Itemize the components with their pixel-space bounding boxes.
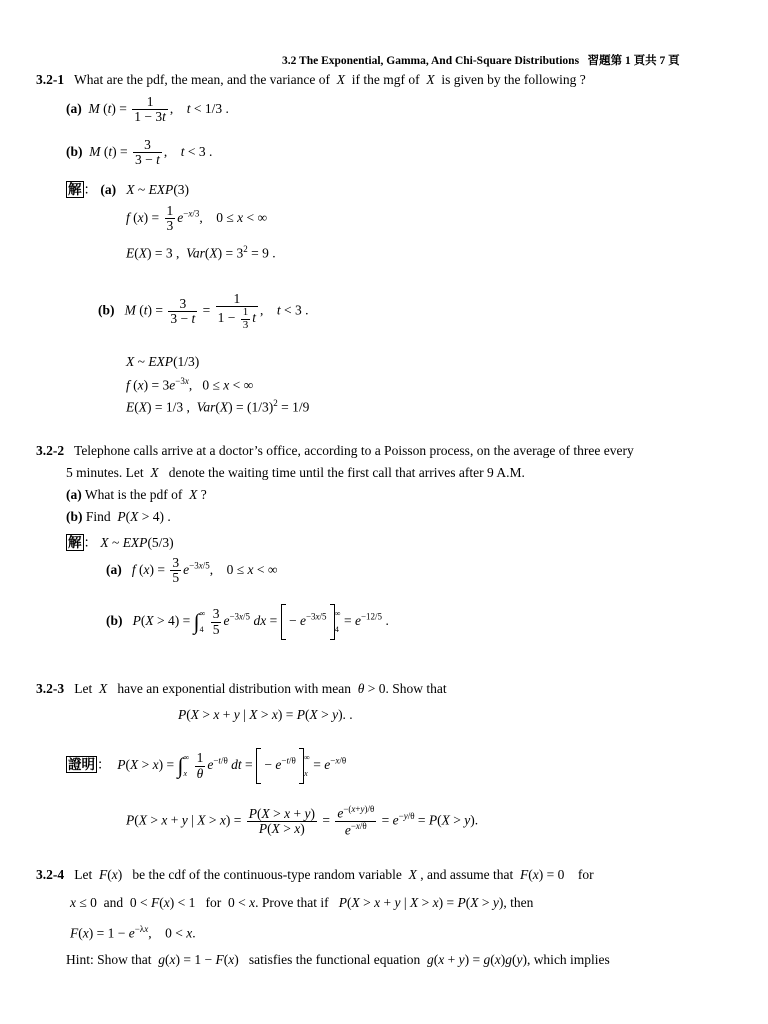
solution-3-2-1-a-head: 解 ： (a) X ~ EXP(3) [68, 182, 190, 197]
memoryless-statement: P(X > x + y | X > x) = P(X > y). . [178, 707, 353, 722]
header-title: 3.2 The Exponential, Gamma, And Chi-Square Distributions [282, 55, 580, 67]
problem-text: , and assume that [420, 867, 514, 882]
problem-number: 3.2-1 [36, 72, 65, 87]
hint-text: , which implies [526, 952, 610, 967]
part-label: (b) [98, 302, 115, 318]
prob-3-2-2: (b) P(X > 4) = ∫ ∞ 4 $\frac{3}{5}$ $e^{-3x/5}$ dx = − $e^{-3x/5}$ ∞ 4 = $e^{-12/5}$ . [106, 604, 389, 640]
question-text-2: if the mgf of [351, 72, 420, 87]
part-label: (b) [106, 613, 123, 629]
problem-text: and [103, 895, 124, 910]
mean-var-b: E(X) = 1/3 , $Var(X) = (1/3)^2 = 1/9$ [126, 398, 310, 415]
hint-text: Hint: Show that [66, 952, 152, 967]
problem-3-2-4-hint: Hint: Show that g(x) = 1 − F(x) satisfies the functional equation g(x + y) = g(x)g(y), which implies [66, 952, 610, 967]
problem-text: for [577, 867, 594, 882]
pdf-3-2-2: (a) f (x) = $\frac{3}{5}$ $e^{-3x/5}$, 0 ≤ x < ∞ [106, 555, 278, 586]
dist-b: X ~ EXP(1/3) [126, 354, 200, 369]
mean-var-a: E(X) = 3 , $Var(X) = 3^2 = 9$ . [126, 244, 276, 261]
question-b: (b) Find P(X > 4) . [66, 509, 171, 524]
hint-text: satisfies the functional equation [248, 952, 421, 967]
pdf-b: f $(x) = 3e^{-3x}$, 0 ≤ x < ∞ [126, 376, 254, 393]
mgf-a: (a) M (t) = $\frac{1}{1 - 3t}$ , t < 1/3 . [66, 94, 229, 125]
page-header [282, 52, 680, 68]
problem-text: have an exponential distribution with mean [117, 681, 351, 696]
problem-3-2-3-line1: 3.2-3 Let X have an exponential distribution with mean θ > 0. Show that [36, 681, 447, 696]
question-text-3: is given by the following ? [441, 72, 586, 87]
part-label: (b) [66, 143, 83, 159]
problem-3-2-4-line1: 3.2-4 Let F(x) be the cdf of the continuous-type random variable X , and assume that F(x) = 0 for [36, 867, 594, 882]
problem-text: Let [74, 867, 93, 882]
problem-3-2-1-statement [36, 72, 586, 88]
problem-text: denote the waiting time until the first call that arrives after 9 A.M. [168, 465, 525, 480]
mgf-b-rewrite: (b) M (t) = $\frac{3}{3 - t}$ = 1 1 − $\frac{1}{3}$ t , t < 3 . [98, 291, 309, 331]
solution-label: 解 [68, 535, 82, 550]
solution-3-2-2-head: 解 ： X ~ EXP(5/3) [68, 535, 174, 550]
pdf-a: f (x) = $\frac{1}{3}$ $e^{-x/3}$, 0 ≤ x < ∞ [126, 203, 268, 234]
header-page: 習題第 1 頁共 7 頁 [587, 55, 680, 67]
problem-text: Let [74, 681, 93, 696]
proof-step-1: 證明 ： P(X > x) = ∫ ∞ x $\frac{1}{\theta}$ $e^{-t/\theta}$ dt = − $e^{-t/\theta}$ ∞ x = $e^{-x/\theta}$ [66, 748, 346, 784]
question-text: Find [85, 509, 111, 524]
problem-text: . Show that [385, 681, 447, 696]
proof-label: 證明 [68, 757, 95, 773]
part-label: (a) [66, 487, 82, 502]
part-label: (b) [66, 509, 83, 524]
problem-number: 3.2-4 [36, 867, 65, 882]
problem-text: for [205, 895, 222, 910]
part-label: (a) [100, 182, 117, 197]
problem-text: be the cdf of the continuous-type random variable [132, 867, 402, 882]
part-label: (a) [66, 100, 82, 116]
question-text: What is the pdf of [84, 487, 183, 502]
problem-text: 5 minutes. Let [66, 465, 144, 480]
part-label: (a) [106, 561, 122, 577]
problem-3-2-4-line3: $F(x) = 1 - e^{-\lambda x}$, 0 < x. [70, 924, 196, 941]
problem-text: . Prove that if [255, 895, 329, 910]
problem-3-2-2-line2: 5 minutes. Let X denote the waiting time until the first call that arrives after 9 A.M. [66, 465, 525, 480]
proof-step-2: P(X > x + y | X > x) = $\frac{P(X > x + y)}{P(X > x)}$ = $\frac{e^{-(x+y)/\theta}}{e^{-x/\theta}}$ = $e^{-y/\theta} = P(X > y)$. [126, 804, 479, 838]
var-x: X [336, 72, 346, 87]
solution-label: 解 [68, 182, 82, 197]
question-text: What are the pdf, the mean, and the variance of [74, 72, 331, 87]
problem-number: 3.2-2 [36, 443, 65, 458]
problem-number: 3.2-3 [36, 681, 65, 696]
problem-3-2-2-line1 [36, 443, 634, 459]
problem-text: Telephone calls arrive at a doctor’s office, according to a Poisson process, on the average of three every [74, 443, 634, 458]
problem-3-2-4-line2: x ≤ 0 and 0 < F(x) < 1 for 0 < x. Prove that if P(X > x + y | X > x) = P(X > y), then [70, 895, 534, 910]
problem-text: , then [503, 895, 534, 910]
question-a: (a) What is the pdf of X ? [66, 487, 207, 502]
mgf-b: (b) M (t) = $\frac{3}{3 - t}$ , t < 3 . [66, 137, 213, 168]
var-x: X [426, 72, 435, 87]
